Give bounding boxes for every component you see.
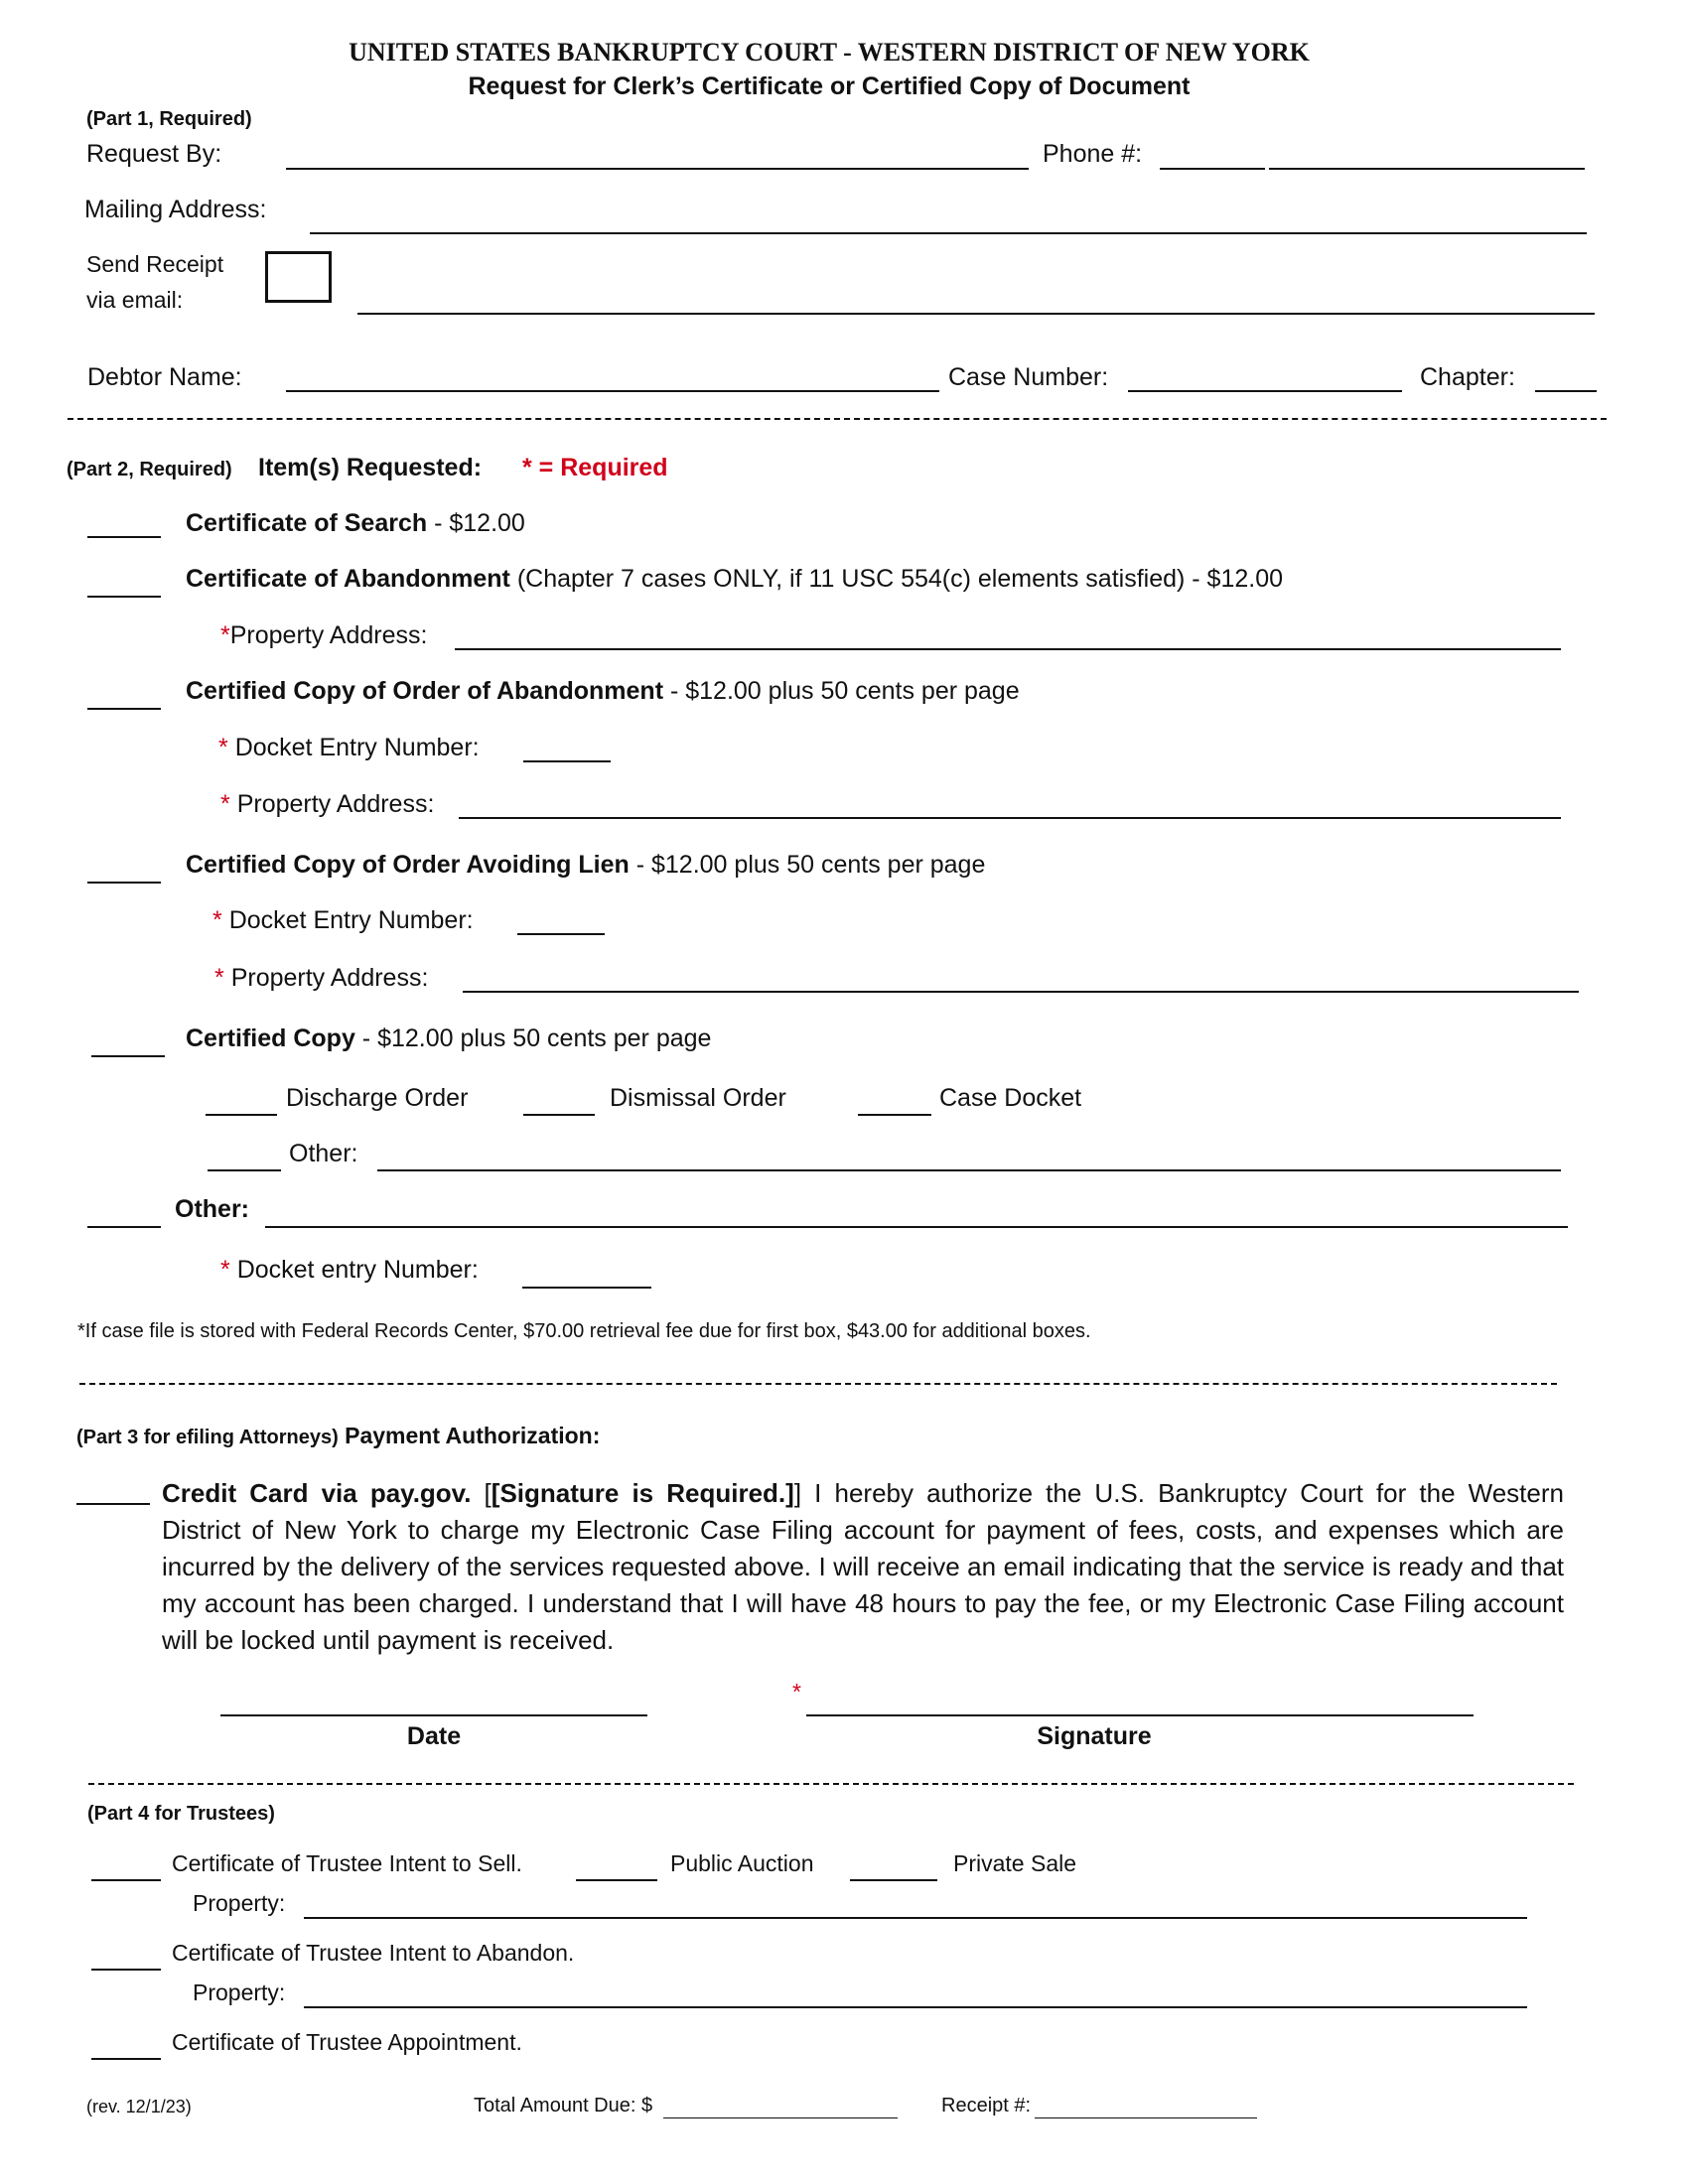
debtor-name-field[interactable]	[286, 390, 939, 392]
case-docket-blank[interactable]	[858, 1114, 931, 1116]
case-number-label: Case Number:	[948, 363, 1109, 391]
order-abandon-check-blank[interactable]	[87, 708, 161, 710]
order-abandon-property-label: * Property Address:	[220, 790, 435, 818]
certified-copy-check-blank[interactable]	[91, 1055, 165, 1057]
intent-abandon-check-blank[interactable]	[91, 1969, 161, 1971]
debtor-name-label: Debtor Name:	[87, 363, 242, 391]
other-check-blank[interactable]	[87, 1226, 161, 1228]
credit-card-check-blank[interactable]	[76, 1503, 150, 1505]
mailing-address-label: Mailing Address:	[84, 196, 267, 223]
private-sale-blank[interactable]	[850, 1879, 937, 1881]
order-abandon-docket-label: * Docket Entry Number:	[218, 734, 480, 761]
case-docket-label: Case Docket	[939, 1084, 1082, 1112]
abandonment-check-blank[interactable]	[87, 596, 161, 598]
send-receipt-checkbox[interactable]	[265, 251, 332, 303]
other-field[interactable]	[265, 1226, 1568, 1228]
receipt-number-label: Receipt #:	[941, 2095, 1032, 2116]
order-abandon-property-field[interactable]	[459, 817, 1561, 819]
signature-field[interactable]	[806, 1714, 1474, 1716]
avoid-lien-docket-label: * Docket Entry Number:	[212, 906, 474, 934]
phone-label: Phone #:	[1043, 140, 1143, 168]
other-docket-field[interactable]	[522, 1287, 651, 1289]
court-title: UNITED STATES BANKRUPTCY COURT - WESTERN DISTRICT OF NEW YORK	[349, 38, 1310, 67]
part2-label: (Part 2, Required)	[67, 459, 232, 480]
abandon-property-field-trustee[interactable]	[304, 2006, 1527, 2008]
payment-authorization-text: Credit Card via pay.gov. [[Signature is Required.]] I hereby authorize the U.S. Bankruptcy Court for the Western District of New York to charge my Electronic Case Filing account for payment of fees, costs, and expenses which are incurred by the delivery of the services requested above. I will receive an email indicating that the service is ready and that my account has been charged. I understand that I will have 48 hours to pay the fee, or my Electronic Case Filing account will be locked until payment is received.	[162, 1478, 1564, 1655]
request-by-field[interactable]	[286, 168, 1029, 170]
avoid-lien-property-label: * Property Address:	[214, 964, 429, 992]
certified-copy: Certified Copy - $12.00 plus 50 cents per page	[186, 1024, 712, 1052]
other-copy-label: Other:	[289, 1140, 358, 1167]
intent-to-sell-label: Certificate of Trustee Intent to Sell.	[172, 1850, 522, 1876]
certificate-of-search: Certificate of Search - $12.00	[186, 509, 525, 537]
order-abandon-docket-field[interactable]	[523, 760, 611, 762]
search-check-blank[interactable]	[87, 536, 161, 538]
date-field[interactable]	[220, 1714, 647, 1716]
sell-property-label: Property:	[193, 1890, 286, 1916]
trustee-appointment-label: Certificate of Trustee Appointment.	[172, 2029, 522, 2055]
section-divider	[68, 418, 1607, 420]
other-copy-blank[interactable]	[208, 1169, 281, 1171]
receipt-number-field[interactable]	[1035, 2117, 1257, 2118]
section-divider	[88, 1783, 1574, 1785]
other-label: Other:	[175, 1195, 249, 1223]
mailing-address-field[interactable]	[310, 232, 1587, 234]
retrieval-fee-footnote: *If case file is stored with Federal Records Center, $70.00 retrieval fee due for first box, $43.00 for additional boxes.	[77, 1320, 1091, 1342]
private-sale-label: Private Sale	[953, 1850, 1077, 1876]
send-receipt-label: Send Receipt	[86, 251, 224, 277]
other-docket-label: * Docket entry Number:	[220, 1256, 479, 1284]
via-email-label: via email:	[86, 287, 184, 313]
avoid-lien-check-blank[interactable]	[87, 882, 161, 884]
other-copy-field[interactable]	[377, 1169, 1561, 1171]
abandon-property-label-trustee: Property:	[193, 1979, 286, 2005]
part1-label: (Part 1, Required)	[86, 108, 252, 130]
receipt-email-field[interactable]	[357, 313, 1595, 315]
order-avoiding-lien: Certified Copy of Order Avoiding Lien - $12.00 plus 50 cents per page	[186, 851, 986, 879]
avoid-lien-docket-field[interactable]	[517, 933, 605, 935]
chapter-label: Chapter:	[1420, 363, 1515, 391]
form-title: Request for Clerk’s Certificate or Certified Copy of Document	[468, 72, 1191, 100]
signature-label: Signature	[1037, 1722, 1152, 1750]
intent-sell-check-blank[interactable]	[91, 1879, 161, 1881]
request-by-label: Request By:	[86, 140, 222, 168]
certificate-of-abandonment: Certificate of Abandonment (Chapter 7 cases ONLY, if 11 USC 554(c) elements satisfied) - $12.00	[186, 565, 1284, 593]
sell-property-field[interactable]	[304, 1917, 1527, 1919]
phone-area-field[interactable]	[1160, 168, 1265, 170]
items-requested-heading: Item(s) Requested:	[258, 454, 483, 481]
signature-required-mark: *	[792, 1679, 801, 1705]
total-amount-due-label: Total Amount Due: $	[474, 2095, 653, 2116]
dismissal-order-label: Dismissal Order	[610, 1084, 786, 1112]
required-note: * = Required	[522, 454, 668, 481]
abandon-property-field[interactable]	[455, 648, 1561, 650]
case-number-field[interactable]	[1128, 390, 1402, 392]
part3-heading: (Part 3 for efiling Attorneys) Payment Authorization:	[76, 1423, 601, 1448]
phone-field[interactable]	[1269, 168, 1585, 170]
intent-to-abandon-label: Certificate of Trustee Intent to Abandon.	[172, 1940, 575, 1966]
discharge-order-label: Discharge Order	[286, 1084, 469, 1112]
dismissal-order-blank[interactable]	[523, 1114, 595, 1116]
order-of-abandonment: Certified Copy of Order of Abandonment - $12.00 plus 50 cents per page	[186, 677, 1020, 705]
part4-label: (Part 4 for Trustees)	[87, 1803, 275, 1825]
public-auction-label: Public Auction	[670, 1850, 814, 1876]
section-divider	[79, 1383, 1557, 1385]
public-auction-blank[interactable]	[576, 1879, 657, 1881]
appointment-check-blank[interactable]	[91, 2058, 161, 2060]
avoid-lien-property-field[interactable]	[463, 991, 1579, 993]
revision-date: (rev. 12/1/23)	[86, 2097, 192, 2116]
chapter-field[interactable]	[1535, 390, 1597, 392]
total-amount-due-field[interactable]	[663, 2117, 898, 2118]
discharge-order-blank[interactable]	[206, 1114, 277, 1116]
date-label: Date	[406, 1722, 462, 1750]
abandon-property-label: *Property Address:	[220, 621, 428, 649]
